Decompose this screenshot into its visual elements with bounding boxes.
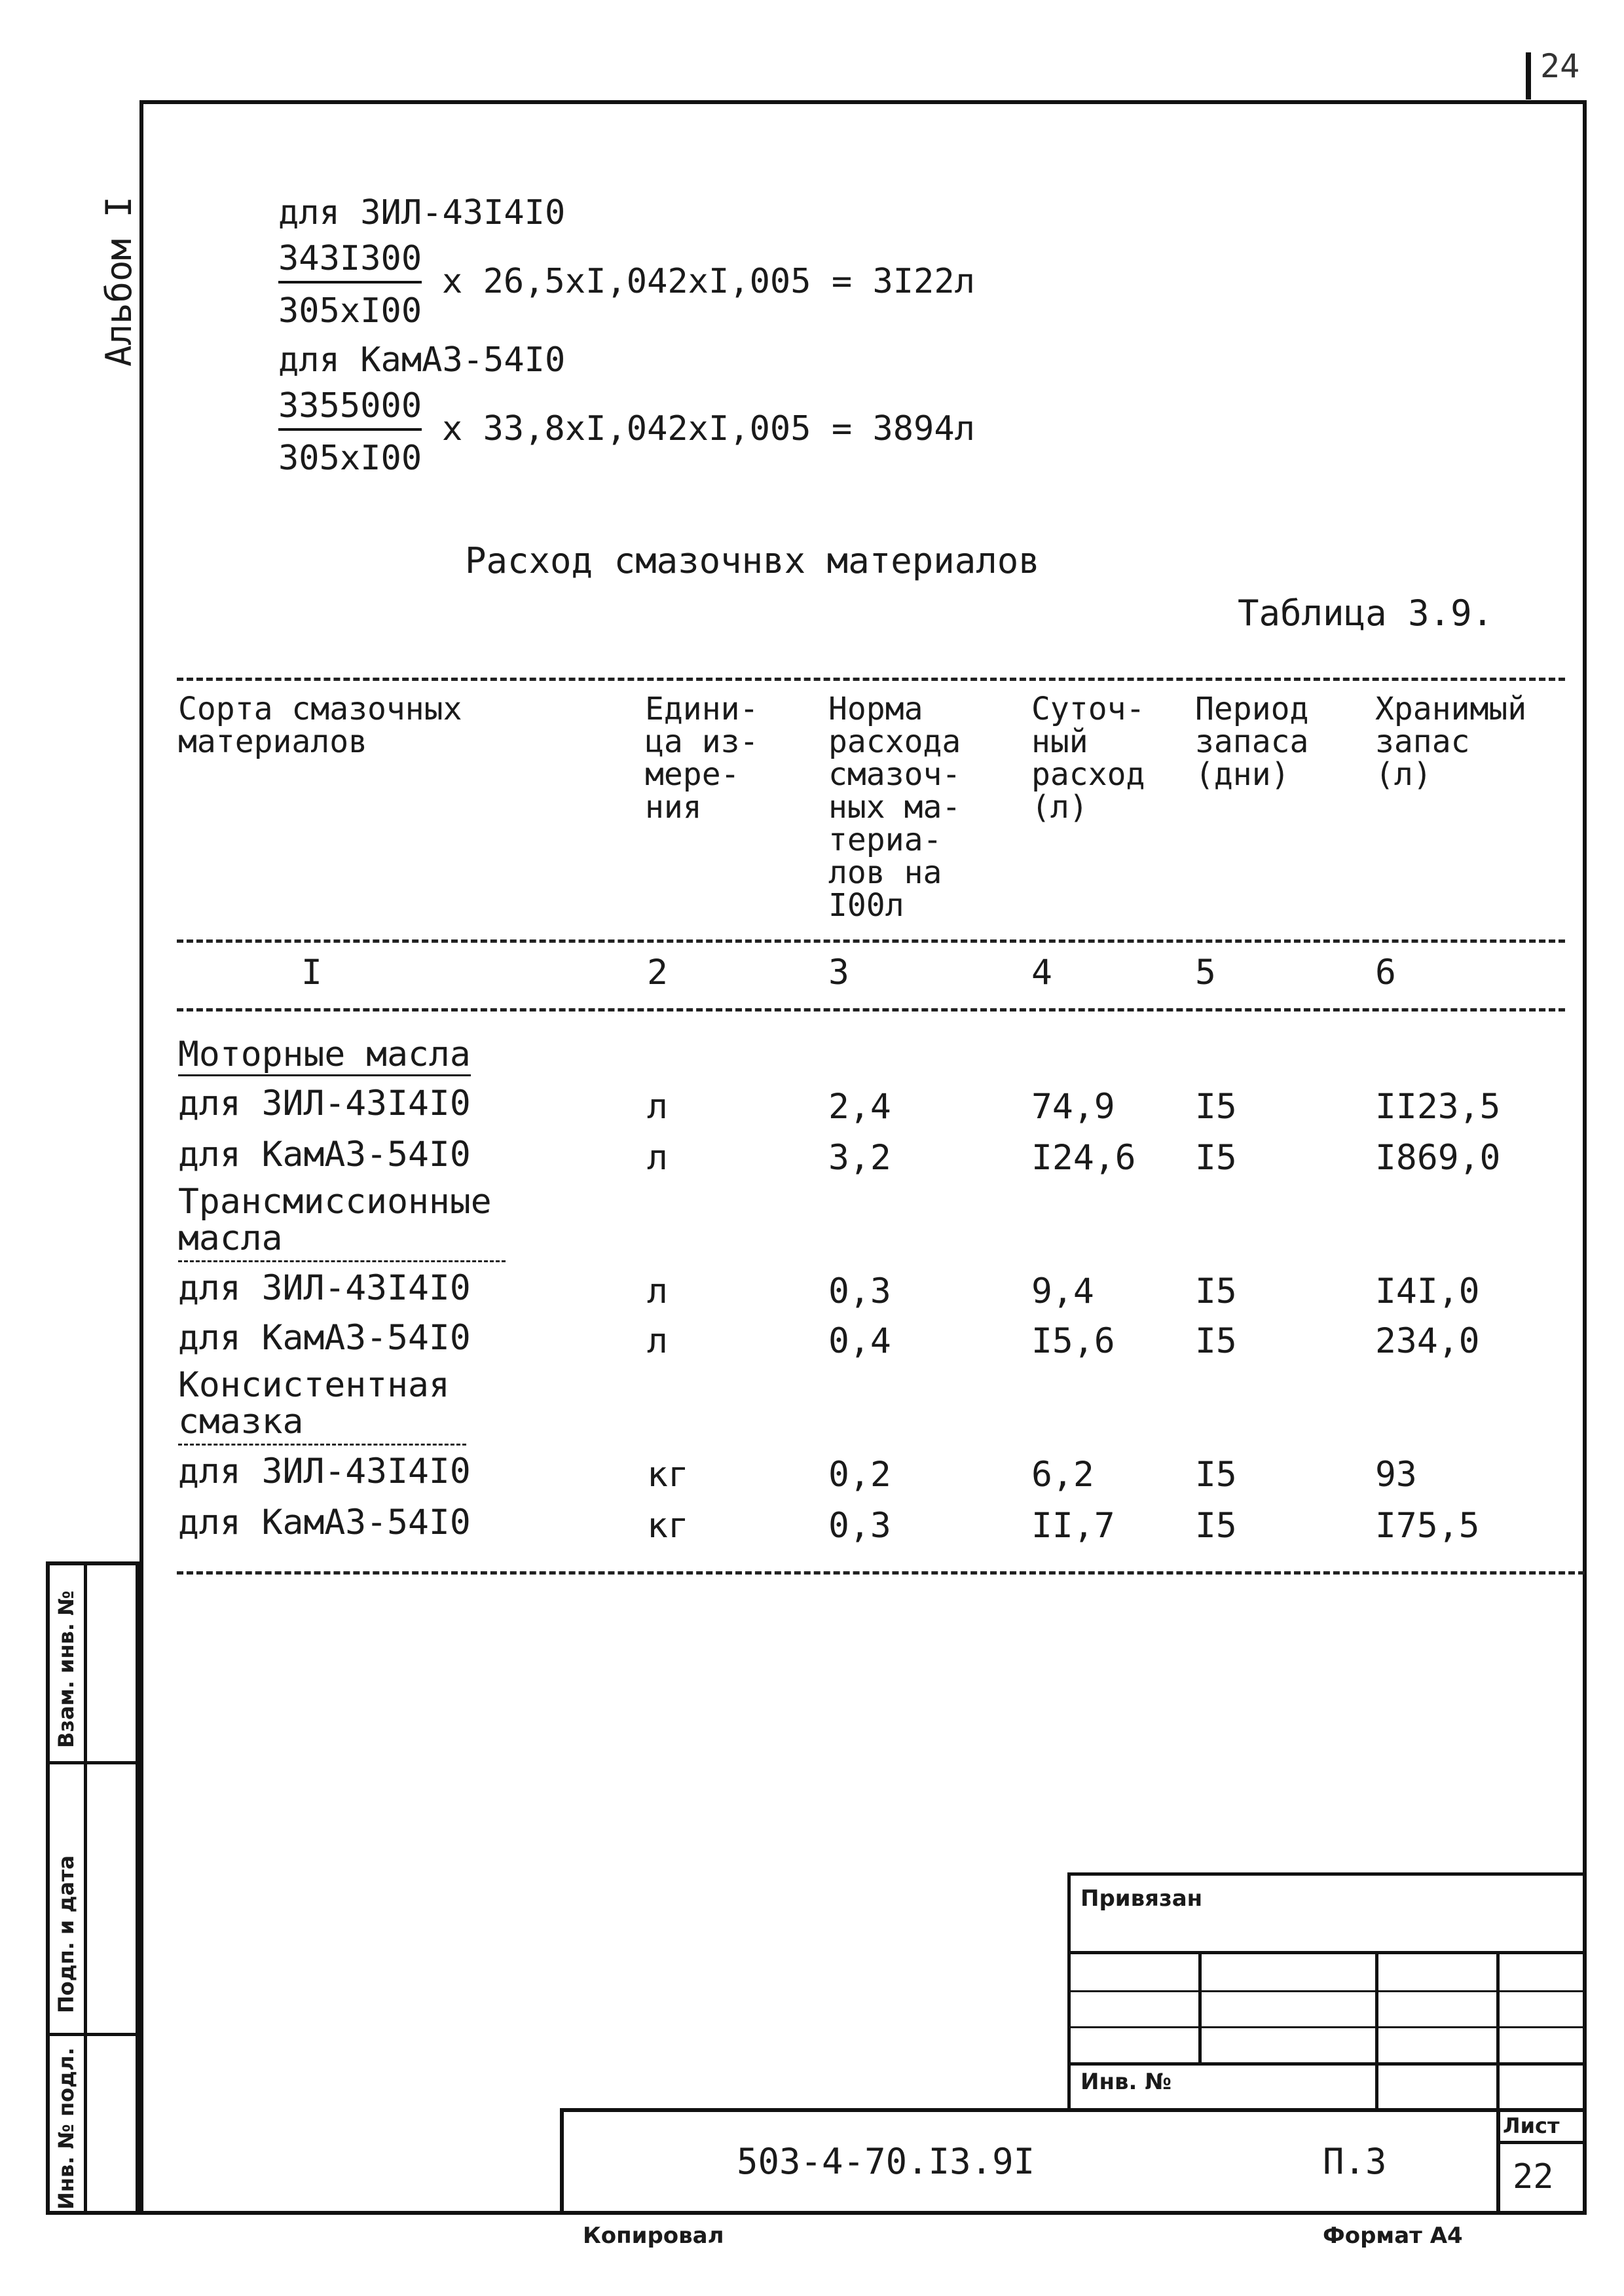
sheet-number: 22	[1513, 2157, 1554, 2196]
group-title-transmission: Трансмиссионные масла	[178, 1182, 492, 1258]
footer-format: Формат А4	[1323, 2223, 1463, 2249]
group-underline	[178, 1260, 506, 1262]
table-row: для ЗИЛ-43I4I0	[178, 1451, 471, 1491]
table-cell: 0,2	[828, 1455, 891, 1495]
footer-copied: Копировал	[583, 2223, 724, 2249]
calc-zil-numerator: 343I300	[278, 239, 422, 283]
album-label: Альбом I	[98, 196, 139, 367]
side-stamp-divider	[84, 1561, 87, 2215]
colnum-bottom-rule	[177, 1008, 1565, 1011]
col-number-6: 6	[1375, 953, 1396, 993]
side-label-original-inv: Инв. № подл.	[54, 2047, 79, 2210]
table-cell: II,7	[1031, 1506, 1115, 1546]
table-cell: 0,3	[828, 1271, 891, 1311]
table-row: для КамАЗ-54I0	[178, 1318, 471, 1358]
table-cell: I5,6	[1031, 1321, 1115, 1361]
calc-kamaz-expression: x 33,8xI,042xI,005 = 3894л	[442, 409, 975, 448]
col-number-4: 4	[1031, 953, 1052, 993]
table-cell: 2,4	[828, 1087, 891, 1127]
header-norm: Норма расхода смазоч- ных ма- териа- лов на I00л	[828, 691, 961, 924]
side-label-signature-date: Подп. и дата	[54, 1855, 79, 2013]
table-cell: л	[647, 1087, 668, 1127]
calc-kamaz-denominator: 305xI00	[278, 439, 422, 478]
table-cell: II23,5	[1375, 1087, 1501, 1127]
col-number-3: 3	[828, 953, 849, 993]
header-bottom-rule	[177, 939, 1565, 943]
table-cell: I5	[1195, 1271, 1237, 1311]
table-row: для КамАЗ-54I0	[178, 1503, 471, 1542]
stamp-line	[1067, 2026, 1587, 2028]
side-stamp-divider	[46, 1761, 139, 1764]
col-number-1: I	[301, 953, 322, 993]
sheet-divider	[1496, 2141, 1587, 2144]
stamp-line	[1375, 1951, 1378, 2111]
stamp-border	[1067, 1872, 1587, 1876]
table-cell: л	[647, 1321, 668, 1361]
stamp-inv-no: Инв. №	[1080, 2069, 1172, 2095]
table-cell: кг	[647, 1455, 689, 1495]
group-title-motor: Моторные масла	[178, 1034, 471, 1076]
table-cell: I5	[1195, 1087, 1237, 1127]
stamp-line	[1067, 1951, 1587, 1954]
stamp-line	[1496, 1951, 1500, 2111]
table-cell: I75,5	[1375, 1506, 1480, 1546]
title-block-top	[560, 2108, 1587, 2112]
header-stock: Хранимый запас (л)	[1375, 691, 1527, 793]
table-cell: 0,4	[828, 1321, 891, 1361]
table-cell: 9,4	[1031, 1271, 1094, 1311]
table-top-rule	[177, 678, 1565, 681]
col-number-5: 5	[1195, 953, 1216, 993]
table-cell: 74,9	[1031, 1087, 1115, 1127]
sheet-label: Лист	[1503, 2113, 1560, 2138]
stamp-line	[1067, 2062, 1587, 2066]
header-period: Период запаса (дни)	[1195, 691, 1309, 793]
stamp-privyazan: Привязан	[1080, 1886, 1203, 1912]
group-underline	[178, 1444, 466, 1446]
calc-zil-denominator: 305xI00	[278, 291, 422, 331]
table-bottom-rule	[177, 1571, 1585, 1575]
calc-kamaz-label: для КамАЗ-54I0	[278, 340, 566, 380]
title-block-left	[560, 2108, 564, 2215]
side-label-replaced-inv: Взам. инв. №	[54, 1590, 79, 1748]
stamp-line	[1067, 1990, 1587, 1992]
table-cell: I5	[1195, 1321, 1237, 1361]
table-cell: I5	[1195, 1455, 1237, 1495]
table-cell: 93	[1375, 1455, 1417, 1495]
table-cell: I24,6	[1031, 1138, 1136, 1178]
table-number: Таблица 3.9.	[1238, 592, 1494, 634]
table-cell: л	[647, 1138, 668, 1178]
sheet-divider	[1496, 2108, 1500, 2215]
table-cell: I5	[1195, 1506, 1237, 1546]
side-stamp-divider	[46, 2033, 139, 2036]
table-cell: I5	[1195, 1138, 1237, 1178]
doc-section: П.3	[1323, 2141, 1387, 2182]
table-cell: 234,0	[1375, 1321, 1480, 1361]
table-row: для КамАЗ-54I0	[178, 1135, 471, 1175]
calc-kamaz-numerator: 3355000	[278, 386, 422, 431]
table-cell: I4I,0	[1375, 1271, 1480, 1311]
table-cell: I869,0	[1375, 1138, 1501, 1178]
table-row: для ЗИЛ-43I4I0	[178, 1084, 471, 1123]
title-block-bottom	[139, 2211, 1587, 2215]
table-cell: 6,2	[1031, 1455, 1094, 1495]
table-cell: кг	[647, 1506, 689, 1546]
group-title-grease: Консистентная смазка	[178, 1365, 450, 1442]
table-title: Расход смазочнвх материалов	[465, 540, 1040, 581]
header-unit: Едини- ца из- мере- ния	[645, 691, 759, 826]
stamp-line	[1198, 1951, 1202, 2062]
page-number-mark	[1526, 52, 1531, 100]
calc-zil-label: для ЗИЛ-43I4I0	[278, 193, 566, 232]
table-cell: л	[647, 1271, 668, 1311]
col-number-2: 2	[647, 953, 668, 993]
header-daily: Суточ- ный расход (л)	[1031, 691, 1145, 826]
page-number: 24	[1540, 47, 1580, 85]
table-cell: 0,3	[828, 1506, 891, 1546]
table-cell: 3,2	[828, 1138, 891, 1178]
table-row: для ЗИЛ-43I4I0	[178, 1268, 471, 1308]
calc-zil-expression: x 26,5xI,042xI,005 = 3I22л	[442, 262, 975, 301]
header-grade: Сорта смазочных материалов	[178, 691, 462, 760]
doc-code: 503-4-70.I3.9I	[737, 2141, 1035, 2182]
